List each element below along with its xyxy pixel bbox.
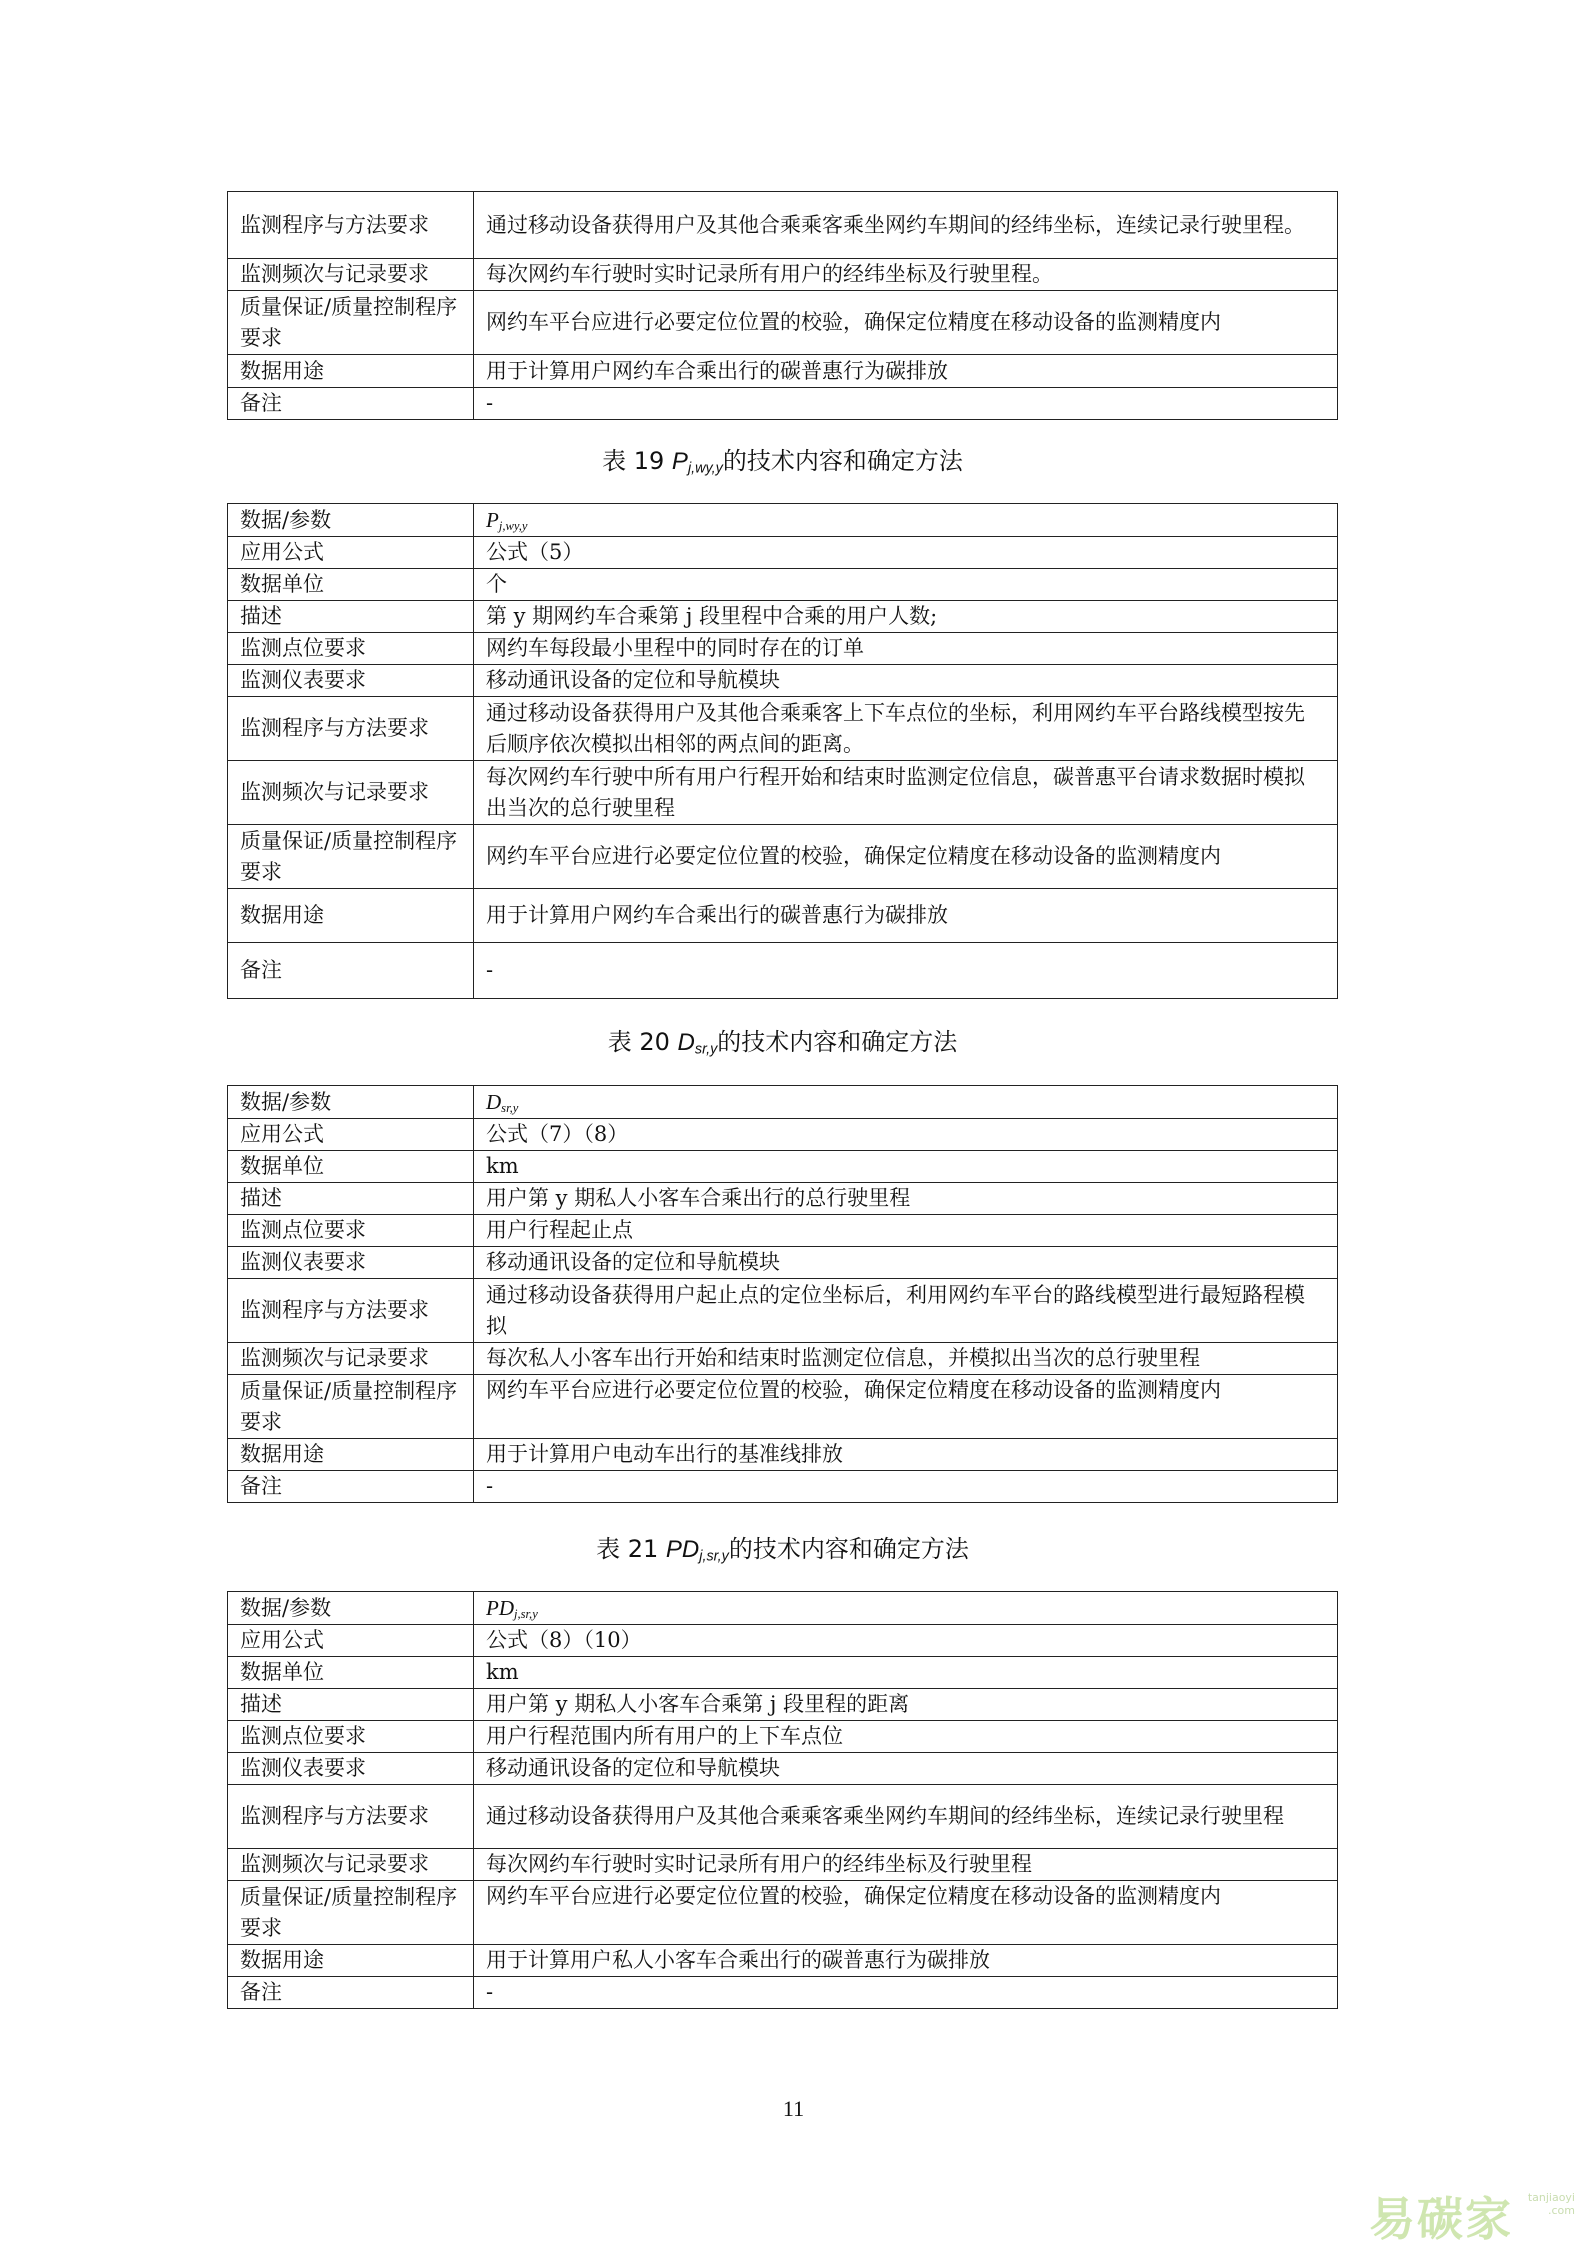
row-label: 质量保证/质量控制程序要求 bbox=[228, 825, 474, 889]
table-row bbox=[228, 569, 1338, 601]
param-subscript: j,sr,y bbox=[514, 1606, 538, 1621]
table-row bbox=[228, 633, 1338, 665]
row-value: 个 bbox=[474, 569, 1338, 601]
row-label: 监测程序与方法要求 bbox=[228, 1279, 474, 1343]
row-value: 每次私人小客车出行开始和结束时监测定位信息，并模拟出当次的总行驶里程 bbox=[474, 1343, 1338, 1375]
watermark-logo-text: 易碳家 bbox=[1369, 2192, 1513, 2246]
row-value: 通过移动设备获得用户及其他合乘乘客乘坐网约车期间的经纬坐标，连续记录行驶里程。 bbox=[474, 192, 1338, 259]
row-label: 监测频次与记录要求 bbox=[228, 1849, 474, 1881]
param-symbol: D bbox=[486, 1089, 502, 1114]
row-value: 每次网约车行驶时实时记录所有用户的经纬坐标及行驶里程 bbox=[474, 1849, 1338, 1881]
row-label: 应用公式 bbox=[228, 1625, 474, 1657]
table-row bbox=[228, 1247, 1338, 1279]
watermark-url-line2: .com bbox=[1548, 2204, 1575, 2217]
row-label: 备注 bbox=[228, 943, 474, 999]
row-value: 网约车每段最小里程中的同时存在的订单 bbox=[474, 633, 1338, 665]
row-value: 网约车平台应进行必要定位位置的校验，确保定位精度在移动设备的监测精度内 bbox=[474, 1881, 1338, 1945]
row-value: 网约车平台应进行必要定位位置的校验，确保定位精度在移动设备的监测精度内 bbox=[474, 825, 1338, 889]
table-21-caption bbox=[227, 1532, 1338, 1567]
row-label: 数据单位 bbox=[228, 1657, 474, 1689]
caption-symbol: PD bbox=[665, 1536, 700, 1563]
row-value: - bbox=[474, 388, 1338, 420]
table-20 bbox=[227, 1085, 1338, 1503]
row-label: 监测频次与记录要求 bbox=[228, 1343, 474, 1375]
row-value: 每次网约车行驶时实时记录所有用户的经纬坐标及行驶里程。 bbox=[474, 259, 1338, 291]
param-subscript: sr,y bbox=[501, 1100, 519, 1115]
row-value: 通过移动设备获得用户及其他合乘乘客乘坐网约车期间的经纬坐标，连续记录行驶里程 bbox=[474, 1785, 1338, 1849]
table-row bbox=[228, 1625, 1338, 1657]
table-row bbox=[228, 504, 1338, 537]
row-value: 第 y 期网约车合乘第 j 段里程中合乘的用户人数; bbox=[474, 601, 1338, 633]
row-label: 监测仪表要求 bbox=[228, 1753, 474, 1785]
caption-subscript: sr,y bbox=[694, 1041, 718, 1058]
table-row bbox=[228, 1977, 1338, 2009]
table-row bbox=[228, 601, 1338, 633]
row-label: 监测程序与方法要求 bbox=[228, 192, 474, 259]
table-row bbox=[228, 1151, 1338, 1183]
table-row bbox=[228, 355, 1338, 388]
caption-prefix: 表 21 bbox=[596, 1535, 666, 1563]
table-row bbox=[228, 1849, 1338, 1881]
row-value: 网约车平台应进行必要定位位置的校验，确保定位精度在移动设备的监测精度内 bbox=[474, 1375, 1338, 1439]
row-label: 质量保证/质量控制程序要求 bbox=[228, 1881, 474, 1945]
row-label: 数据单位 bbox=[228, 569, 474, 601]
table-row bbox=[228, 825, 1338, 889]
row-label: 应用公式 bbox=[228, 537, 474, 569]
row-value bbox=[474, 1592, 1338, 1625]
row-label: 描述 bbox=[228, 601, 474, 633]
row-label: 数据单位 bbox=[228, 1151, 474, 1183]
table-row bbox=[228, 537, 1338, 569]
table-row bbox=[228, 1592, 1338, 1625]
row-value: 用户第 y 期私人小客车合乘第 j 段里程的距离 bbox=[474, 1689, 1338, 1721]
row-value: 通过移动设备获得用户起止点的定位坐标后，利用网约车平台的路线模型进行最短路程模拟 bbox=[474, 1279, 1338, 1343]
table-row bbox=[228, 1657, 1338, 1689]
row-label: 数据用途 bbox=[228, 355, 474, 388]
row-value: - bbox=[474, 1977, 1338, 2009]
caption-prefix: 表 20 bbox=[607, 1028, 678, 1056]
caption-suffix: 的技术内容和确定方法 bbox=[728, 1535, 969, 1563]
row-label: 监测频次与记录要求 bbox=[228, 259, 474, 291]
table-row bbox=[228, 1375, 1338, 1439]
table-row bbox=[228, 291, 1338, 355]
page-number: 11 bbox=[782, 2096, 805, 2121]
table-row bbox=[228, 1279, 1338, 1343]
table-row bbox=[228, 1785, 1338, 1849]
row-value: 用户行程范围内所有用户的上下车点位 bbox=[474, 1721, 1338, 1753]
row-value: 移动通讯设备的定位和导航模块 bbox=[474, 1753, 1338, 1785]
caption-symbol: D bbox=[677, 1029, 695, 1056]
table-row bbox=[228, 697, 1338, 761]
table-row bbox=[228, 388, 1338, 420]
table-row bbox=[228, 761, 1338, 825]
table-row bbox=[228, 1881, 1338, 1945]
row-label: 数据用途 bbox=[228, 1945, 474, 1977]
table-row bbox=[228, 1086, 1338, 1119]
row-label: 描述 bbox=[228, 1183, 474, 1215]
row-label: 质量保证/质量控制程序要求 bbox=[228, 291, 474, 355]
row-value: - bbox=[474, 1471, 1338, 1503]
row-label: 数据/参数 bbox=[228, 504, 474, 537]
watermark-url bbox=[1528, 2191, 1575, 2217]
table-row bbox=[228, 1183, 1338, 1215]
row-label: 备注 bbox=[228, 1977, 474, 2009]
table-row bbox=[228, 1945, 1338, 1977]
row-value: 每次网约车行驶中所有用户行程开始和结束时监测定位信息，碳普惠平台请求数据时模拟出当次的总行驶里程 bbox=[474, 761, 1338, 825]
table-row bbox=[228, 943, 1338, 999]
table-20-caption bbox=[227, 1025, 1338, 1060]
row-value: 用户第 y 期私人小客车合乘出行的总行驶里程 bbox=[474, 1183, 1338, 1215]
row-label: 备注 bbox=[228, 388, 474, 420]
row-label: 监测点位要求 bbox=[228, 1215, 474, 1247]
row-value: 公式（8）（10） bbox=[474, 1625, 1338, 1657]
row-value: km bbox=[474, 1657, 1338, 1689]
table-row bbox=[228, 1689, 1338, 1721]
row-label: 监测程序与方法要求 bbox=[228, 697, 474, 761]
table-row bbox=[228, 1119, 1338, 1151]
row-value: 移动通讯设备的定位和导航模块 bbox=[474, 665, 1338, 697]
caption-suffix: 的技术内容和确定方法 bbox=[722, 447, 963, 475]
table-19-caption bbox=[227, 444, 1338, 479]
row-label: 数据用途 bbox=[228, 1439, 474, 1471]
caption-suffix: 的技术内容和确定方法 bbox=[717, 1028, 958, 1056]
table-row bbox=[228, 1343, 1338, 1375]
row-label: 数据用途 bbox=[228, 889, 474, 943]
row-value: - bbox=[474, 943, 1338, 999]
param-symbol: PD bbox=[486, 1595, 514, 1620]
watermark bbox=[1369, 2179, 1579, 2246]
row-label: 质量保证/质量控制程序要求 bbox=[228, 1375, 474, 1439]
row-label: 描述 bbox=[228, 1689, 474, 1721]
row-value: 移动通讯设备的定位和导航模块 bbox=[474, 1247, 1338, 1279]
table-row bbox=[228, 1215, 1338, 1247]
table-row bbox=[228, 259, 1338, 291]
row-label: 备注 bbox=[228, 1471, 474, 1503]
row-label: 数据/参数 bbox=[228, 1592, 474, 1625]
row-value bbox=[474, 1086, 1338, 1119]
table-row bbox=[228, 192, 1338, 259]
row-label: 数据/参数 bbox=[228, 1086, 474, 1119]
row-label: 监测仪表要求 bbox=[228, 1247, 474, 1279]
table-row bbox=[228, 1721, 1338, 1753]
row-value: km bbox=[474, 1151, 1338, 1183]
row-value: 用于计算用户私人小客车合乘出行的碳普惠行为碳排放 bbox=[474, 1945, 1338, 1977]
row-label: 监测程序与方法要求 bbox=[228, 1785, 474, 1849]
row-value: 用于计算用户网约车合乘出行的碳普惠行为碳排放 bbox=[474, 889, 1338, 943]
row-value bbox=[474, 504, 1338, 537]
row-value: 用户行程起止点 bbox=[474, 1215, 1338, 1247]
table-18-continuation bbox=[227, 191, 1338, 420]
row-label: 监测点位要求 bbox=[228, 633, 474, 665]
row-value: 用于计算用户网约车合乘出行的碳普惠行为碳排放 bbox=[474, 355, 1338, 388]
caption-subscript: j,wy,y bbox=[687, 460, 723, 477]
row-label: 监测仪表要求 bbox=[228, 665, 474, 697]
row-value: 公式（5） bbox=[474, 537, 1338, 569]
param-symbol: P bbox=[486, 507, 499, 532]
row-value: 用于计算用户电动车出行的基准线排放 bbox=[474, 1439, 1338, 1471]
caption-symbol: P bbox=[671, 448, 688, 475]
table-row bbox=[228, 1439, 1338, 1471]
row-label: 监测点位要求 bbox=[228, 1721, 474, 1753]
row-value: 公式（7）（8） bbox=[474, 1119, 1338, 1151]
row-value: 网约车平台应进行必要定位位置的校验，确保定位精度在移动设备的监测精度内 bbox=[474, 291, 1338, 355]
caption-subscript: j,sr,y bbox=[699, 1548, 729, 1565]
watermark-url-line1: tanjiaoyi bbox=[1527, 2191, 1575, 2204]
table-row bbox=[228, 665, 1338, 697]
table-row bbox=[228, 1753, 1338, 1785]
table-row bbox=[228, 889, 1338, 943]
row-label: 监测频次与记录要求 bbox=[228, 761, 474, 825]
row-value: 通过移动设备获得用户及其他合乘乘客上下车点位的坐标，利用网约车平台路线模型按先后顺序依次模拟出相邻的两点间的距离。 bbox=[474, 697, 1338, 761]
row-label: 应用公式 bbox=[228, 1119, 474, 1151]
table-21 bbox=[227, 1591, 1338, 2009]
table-19 bbox=[227, 503, 1338, 999]
caption-prefix: 表 19 bbox=[602, 447, 672, 475]
table-row bbox=[228, 1471, 1338, 1503]
param-subscript: j,wy,y bbox=[498, 518, 528, 533]
